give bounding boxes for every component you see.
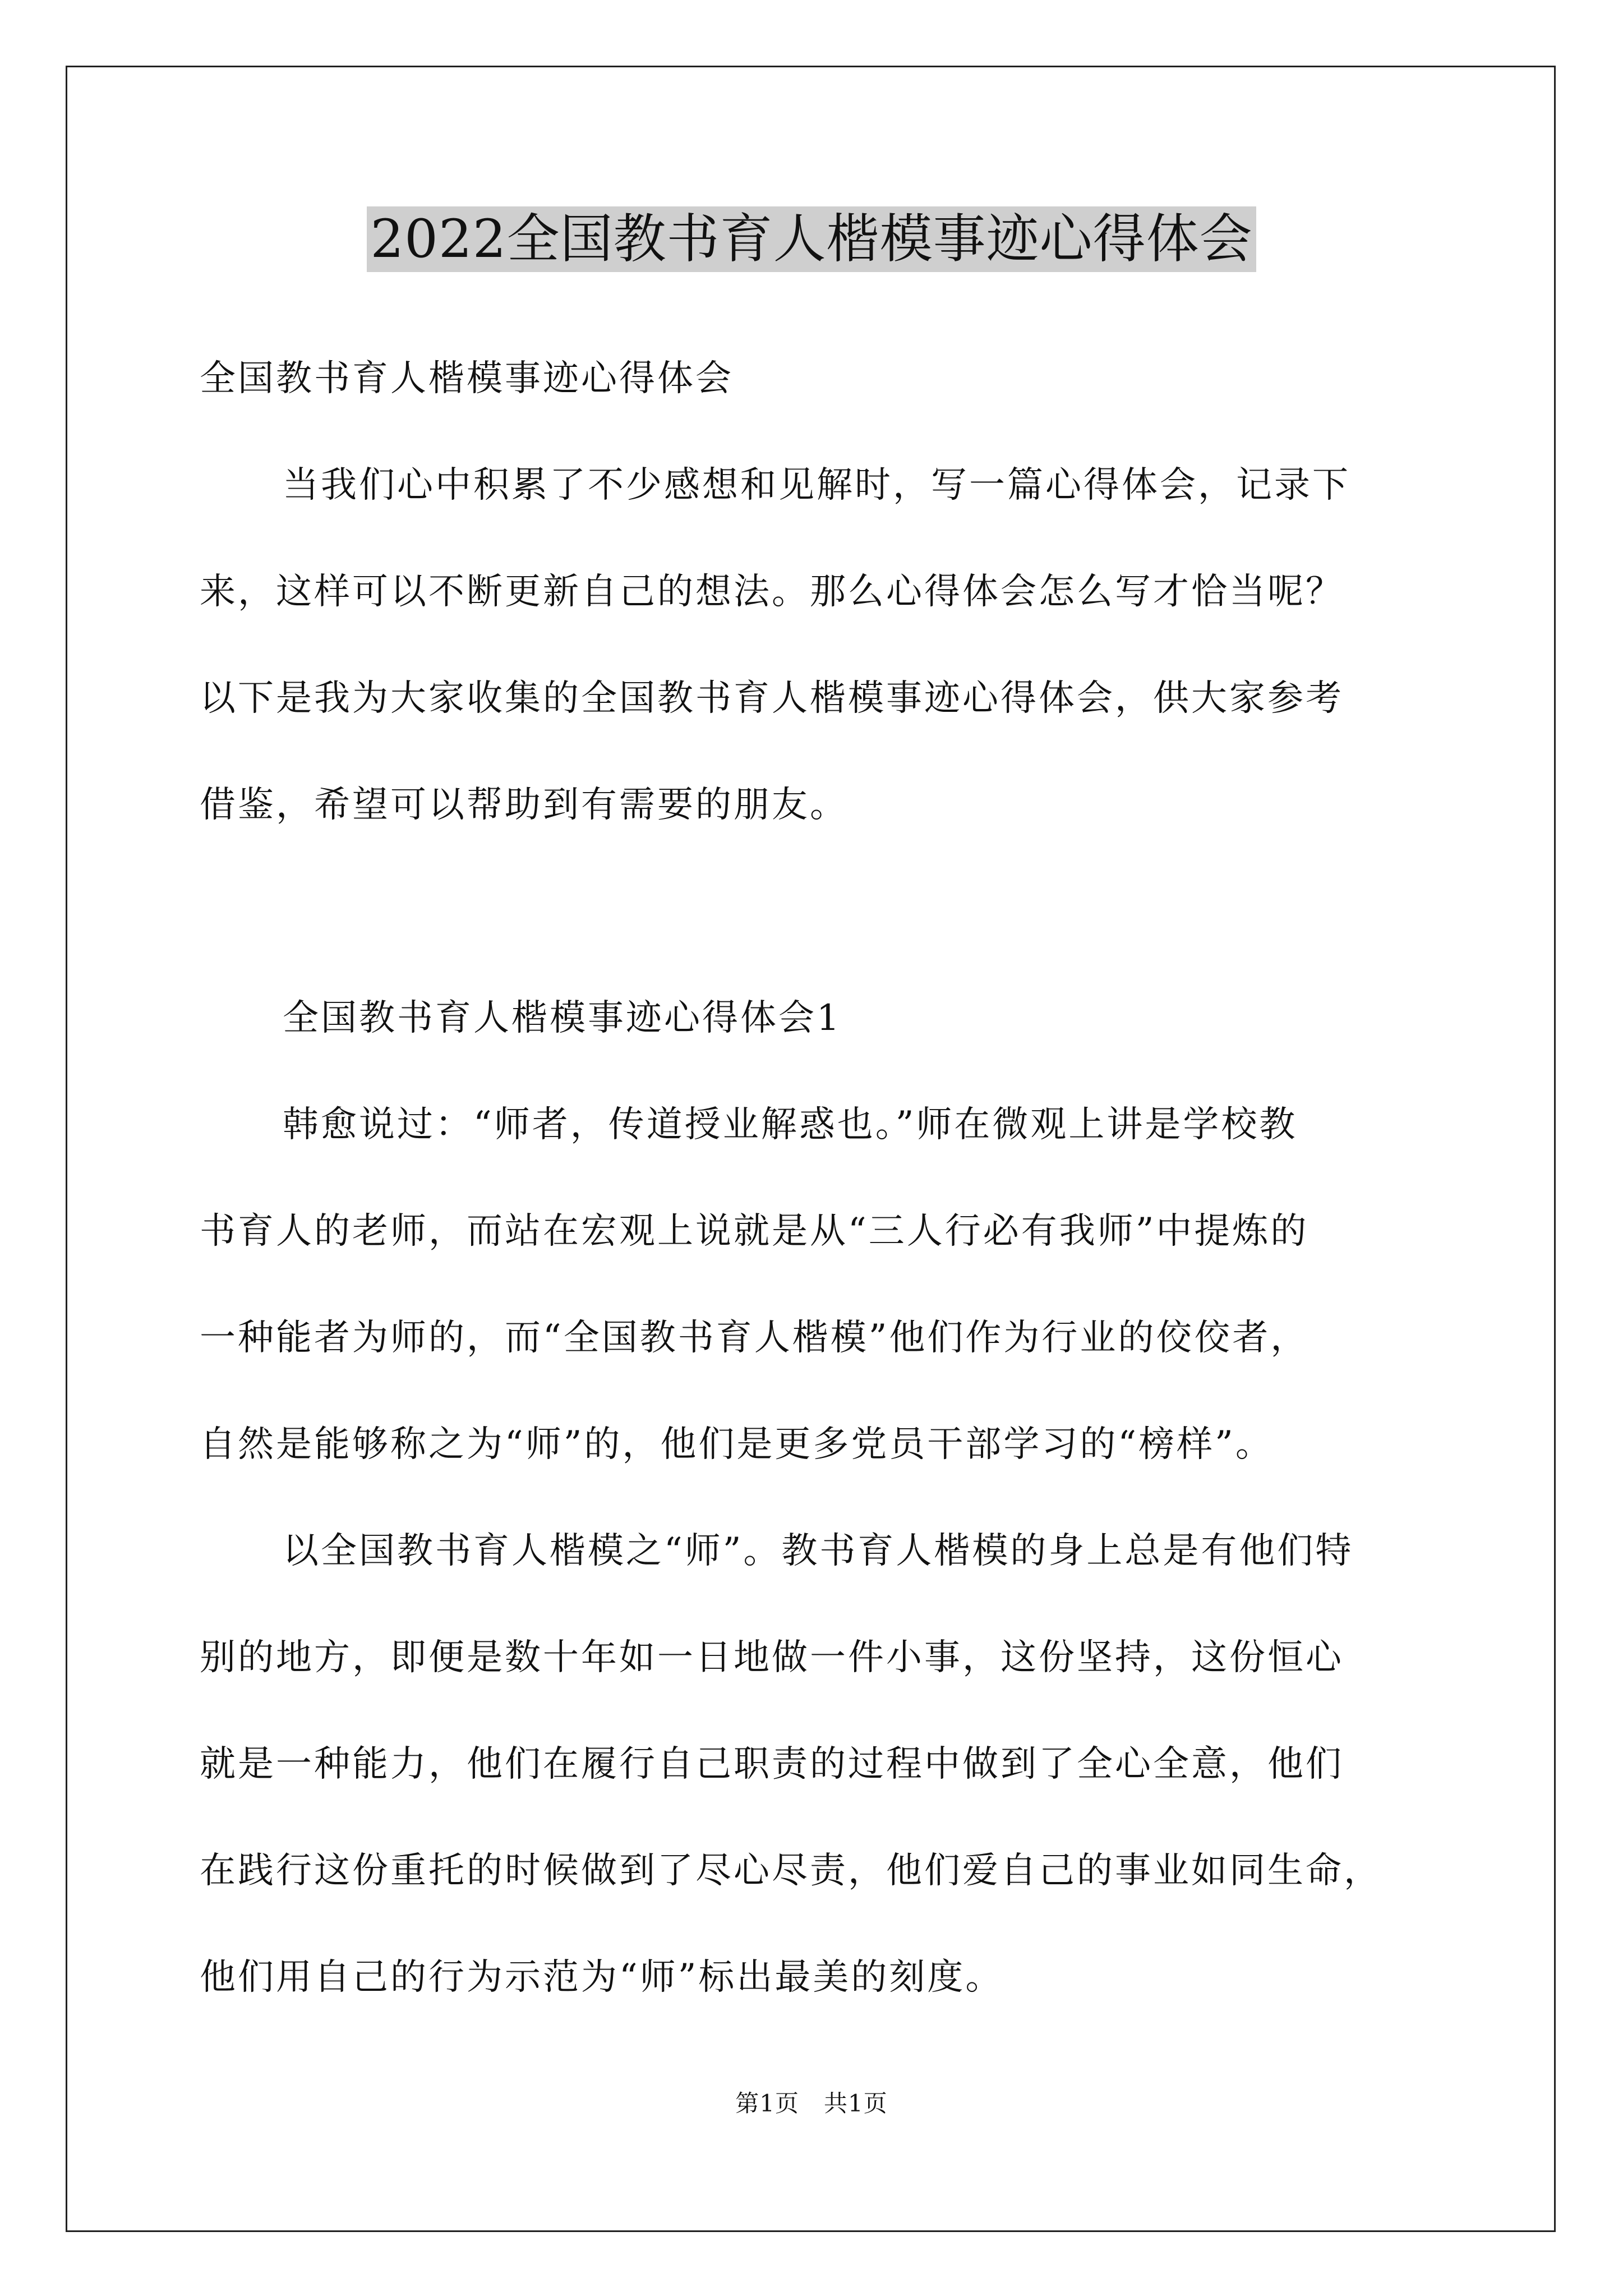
intro-line-3: 以下是我为大家收集的全国教书育人楷模事迹心得体会，供大家参考 (200, 678, 1344, 719)
paragraph2-line-1: 以全国教书育人楷模之“师”。教书育人楷模的身上总是有他们特 (283, 1530, 1354, 1572)
document-title (0, 197, 1623, 282)
intro-line-4: 借鉴，希望可以帮助到有需要的朋友。 (200, 784, 848, 826)
intro-line-1: 当我们心中积累了不少感想和见解时，写一篇心得体会，记录下 (283, 464, 1350, 506)
page-number: 第1页 (735, 2090, 799, 2117)
document-title-text: 2022全国教书育人楷模事迹心得体会 (367, 206, 1256, 272)
paragraph1-line-3: 一种能者为师的，而“全国教书育人楷模”他们作为行业的佼佼者， (200, 1317, 1309, 1359)
paragraph1-line-1: 韩愈说过：“师者，传道授业解惑也。”师在微观上讲是学校教 (283, 1104, 1298, 1145)
paragraph2-line-5: 他们用自己的行为示范为“师”标出最美的刻度。 (200, 1957, 1004, 1998)
section-heading: 全国教书育人楷模事迹心得体会1 (283, 997, 842, 1039)
page-total: 共1页 (824, 2090, 888, 2117)
paragraph1-line-4: 自然是能够称之为“师”的，他们是更多党员干部学习的“榜样”。 (200, 1424, 1274, 1465)
page-footer (0, 2087, 1623, 2120)
paragraph2-line-2: 别的地方，即便是数十年如一日地做一件小事，这份坚持，这份恒心 (200, 1637, 1344, 1678)
paragraph1-line-2: 书育人的老师，而站在宏观上说就是从“三人行必有我师”中提炼的 (200, 1211, 1309, 1252)
subtitle: 全国教书育人楷模事迹心得体会 (200, 358, 734, 399)
intro-line-2: 来，这样可以不断更新自己的想法。那么心得体会怎么写才恰当呢？ (200, 571, 1344, 613)
paragraph2-line-3: 就是一种能力，他们在履行自己职责的过程中做到了全心全意，他们 (200, 1743, 1344, 1785)
paragraph2-line-4: 在践行这份重托的时候做到了尽心尽责，他们爱自己的事业如同生命， (200, 1850, 1382, 1892)
